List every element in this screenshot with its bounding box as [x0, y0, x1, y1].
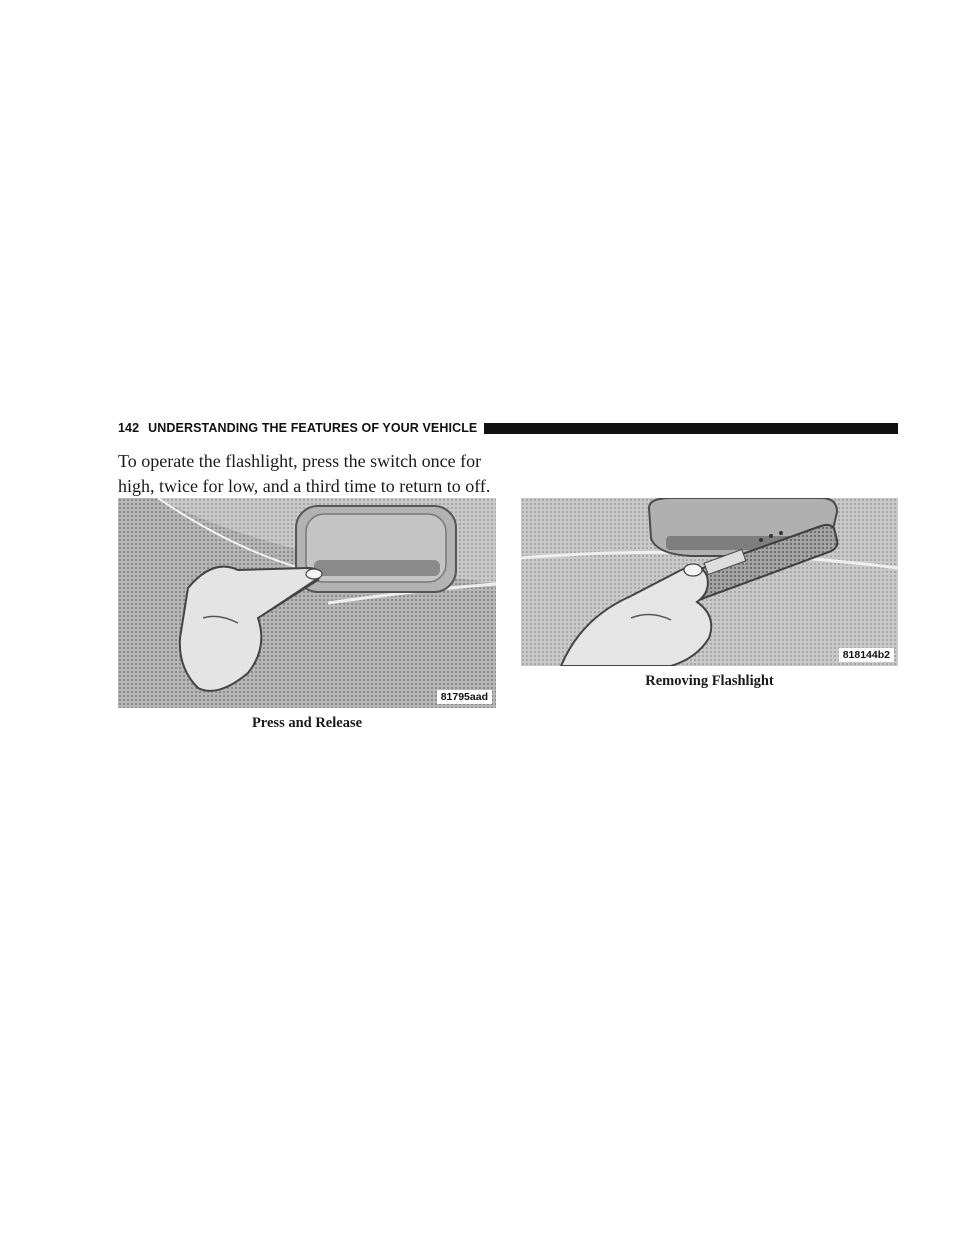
figure-caption: Removing Flashlight — [645, 673, 774, 689]
page-number: 142 — [118, 421, 140, 435]
section-title: UNDERSTANDING THE FEATURES OF YOUR VEHICLE — [148, 421, 478, 435]
header-rule — [484, 423, 898, 434]
illustration-press-switch — [118, 498, 496, 708]
page-header — [118, 420, 898, 436]
figure-press-and-release — [118, 498, 496, 732]
figure-code: 818144b2 — [839, 648, 894, 662]
body-text — [118, 449, 498, 499]
figure-removing-flashlight — [521, 498, 898, 690]
figure-code: 81795aad — [437, 690, 492, 704]
instruction-paragraph: To operate the flashlight, press the switch once for high, twice for low, and a third time to return to off. — [118, 451, 491, 496]
illustration-remove-flashlight — [521, 498, 898, 666]
figure-caption: Press and Release — [251, 715, 363, 731]
